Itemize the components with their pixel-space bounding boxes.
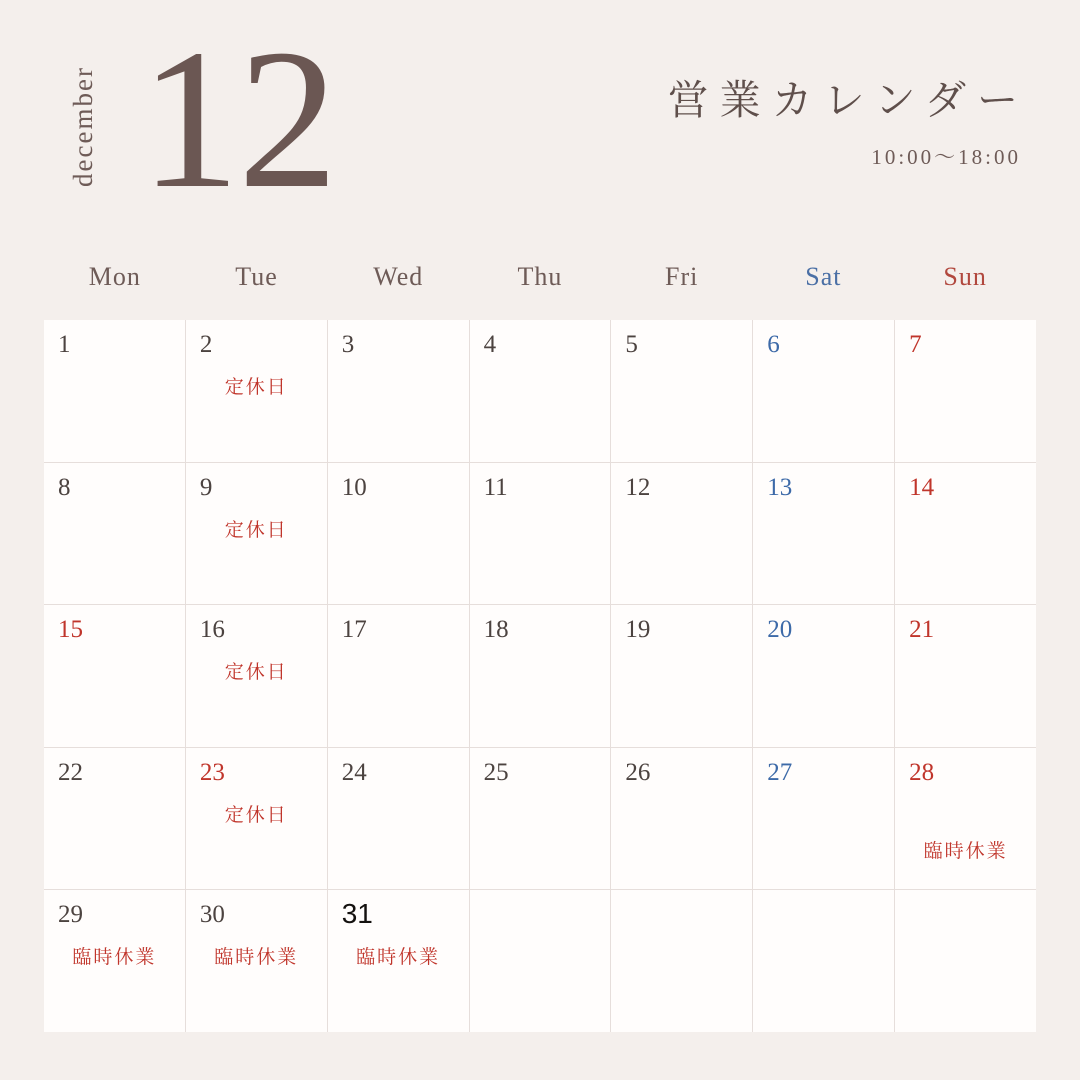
day-number: 25 xyxy=(483,758,509,786)
calendar-day-cell[interactable] xyxy=(328,890,469,1032)
day-number: 10 xyxy=(341,473,367,501)
weekday-label-tue: Tue xyxy=(235,262,278,291)
day-note: 臨時休業 xyxy=(356,947,441,969)
day-note: 定休日 xyxy=(224,377,288,398)
day-number: 1 xyxy=(58,331,71,358)
calendar-cell-empty xyxy=(611,890,752,1032)
calendar-day-cell[interactable] xyxy=(611,605,752,747)
calendar-day-cell[interactable] xyxy=(328,463,469,605)
day-number: 14 xyxy=(909,473,935,501)
calendar-day-cell[interactable] xyxy=(753,605,894,747)
calendar-day-cell[interactable] xyxy=(611,748,752,890)
day-number: 11 xyxy=(483,473,508,501)
calendar-day-cell[interactable] xyxy=(44,748,185,890)
calendar-day-cell[interactable] xyxy=(470,463,611,605)
day-number: 29 xyxy=(58,901,83,929)
day-number: 18 xyxy=(483,616,509,644)
day-note: 定休日 xyxy=(224,804,288,826)
day-number: 26 xyxy=(625,758,651,786)
weekday-label-fri: Fri xyxy=(665,262,699,291)
calendar-day-cell[interactable] xyxy=(186,463,327,605)
calendar-day-cell[interactable] xyxy=(753,463,894,605)
day-note: 定休日 xyxy=(224,519,288,541)
day-number: 19 xyxy=(625,616,651,644)
calendar-cell-empty xyxy=(470,890,611,1032)
weekday-label-sun: Sun xyxy=(943,262,987,291)
day-number: 31 xyxy=(341,898,373,930)
day-number: 30 xyxy=(199,901,225,929)
title-block xyxy=(667,77,1029,171)
day-number: 5 xyxy=(625,331,638,358)
calendar-day-cell[interactable] xyxy=(895,605,1036,747)
day-number: 16 xyxy=(199,616,225,644)
calendar-day-cell[interactable] xyxy=(44,463,185,605)
calendar-grid xyxy=(44,320,1036,1032)
day-number: 7 xyxy=(909,331,922,358)
day-number: 27 xyxy=(767,758,793,786)
day-number: 4 xyxy=(483,331,497,358)
calendar-day-cell[interactable] xyxy=(186,748,327,890)
calendar-day-cell[interactable] xyxy=(186,890,327,1032)
calendar-day-cell[interactable] xyxy=(328,748,469,890)
day-number: 13 xyxy=(767,473,793,501)
day-number: 21 xyxy=(909,616,935,644)
day-number: 6 xyxy=(767,331,780,358)
day-number: 9 xyxy=(199,473,213,501)
calendar-day-cell[interactable] xyxy=(753,748,894,890)
page-title: 営業カレンダー xyxy=(667,77,1029,123)
day-number: 23 xyxy=(199,758,225,786)
calendar-day-cell[interactable] xyxy=(753,320,894,462)
day-number: 2 xyxy=(199,331,213,358)
calendar-day-cell[interactable] xyxy=(44,890,185,1032)
calendar-day-cell[interactable] xyxy=(470,320,611,462)
day-number: 22 xyxy=(58,758,83,786)
month-block xyxy=(48,9,368,230)
month-word: december xyxy=(68,66,98,187)
day-number: 28 xyxy=(909,758,935,786)
day-note: 臨時休業 xyxy=(923,840,1008,862)
calendar-day-cell[interactable] xyxy=(611,320,752,462)
weekday-label-mon: Mon xyxy=(88,262,141,291)
weekday-label-wed: Wed xyxy=(373,262,424,291)
calendar-day-cell[interactable] xyxy=(44,320,185,462)
business-hours: 10:00〜18:00 xyxy=(871,145,1021,170)
calendar-day-cell[interactable] xyxy=(328,605,469,747)
weekday-header-row xyxy=(44,262,1036,292)
calendar-cell-empty xyxy=(753,890,894,1032)
weekday-label-sat: Sat xyxy=(805,262,842,291)
weekday-label-thu: Thu xyxy=(517,262,563,291)
day-number: 20 xyxy=(767,616,793,644)
calendar-day-cell[interactable] xyxy=(186,320,327,462)
calendar-day-cell[interactable] xyxy=(328,320,469,462)
day-number: 12 xyxy=(625,473,651,501)
day-number: 24 xyxy=(341,758,367,786)
calendar-day-cell[interactable] xyxy=(895,320,1036,462)
day-number: 8 xyxy=(58,473,71,501)
day-number: 3 xyxy=(341,331,355,358)
day-number: 15 xyxy=(58,616,83,644)
calendar-day-cell[interactable] xyxy=(611,463,752,605)
calendar-day-cell[interactable] xyxy=(895,463,1036,605)
calendar-day-cell[interactable] xyxy=(44,605,185,747)
calendar-day-cell[interactable] xyxy=(895,748,1036,890)
calendar-day-cell[interactable] xyxy=(470,748,611,890)
calendar-day-cell[interactable] xyxy=(186,605,327,747)
day-note: 定休日 xyxy=(224,662,288,684)
day-note: 臨時休業 xyxy=(72,947,157,969)
calendar-cell-empty xyxy=(895,890,1036,1032)
month-number: 12 xyxy=(140,9,336,230)
calendar-day-cell[interactable] xyxy=(470,605,611,747)
day-note: 臨時休業 xyxy=(214,947,299,969)
day-number: 17 xyxy=(341,616,367,644)
calendar-header xyxy=(0,0,1080,240)
